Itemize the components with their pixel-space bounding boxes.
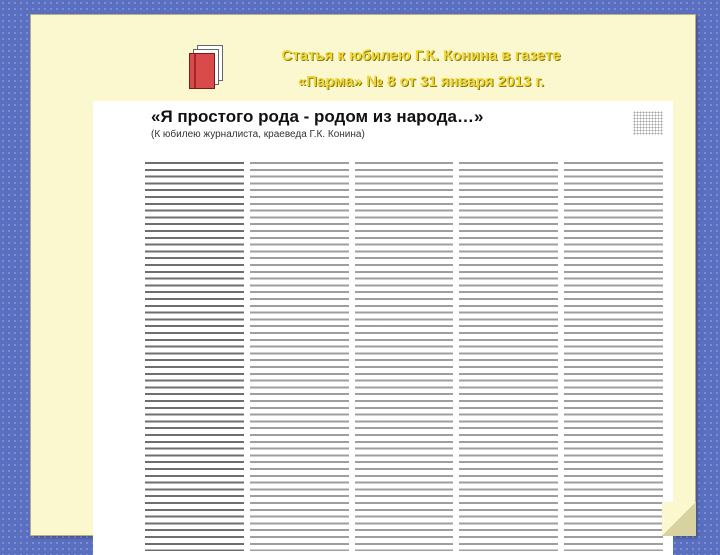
article-column xyxy=(459,159,558,551)
article-body xyxy=(145,159,663,551)
print-speck xyxy=(633,111,663,135)
book-stack-icon xyxy=(189,45,223,89)
slide-title-line1: Статья к юбилею Г.К. Конина в газете xyxy=(281,47,561,64)
clipping-headline: «Я простого рода - родом из народа…» xyxy=(151,107,484,126)
article-column xyxy=(145,159,244,551)
article-column xyxy=(250,159,349,551)
slide-paper xyxy=(30,14,696,536)
article-column xyxy=(564,159,663,551)
article-column xyxy=(355,159,454,551)
slide-title xyxy=(236,43,606,95)
clipping-subheadline: (К юбилею журналиста, краеведа Г.К. Конина) xyxy=(151,129,365,140)
newspaper-clipping xyxy=(93,101,673,555)
slide-title-line2: «Пармa» № 8 от 31 января 2013 г. xyxy=(297,73,545,90)
